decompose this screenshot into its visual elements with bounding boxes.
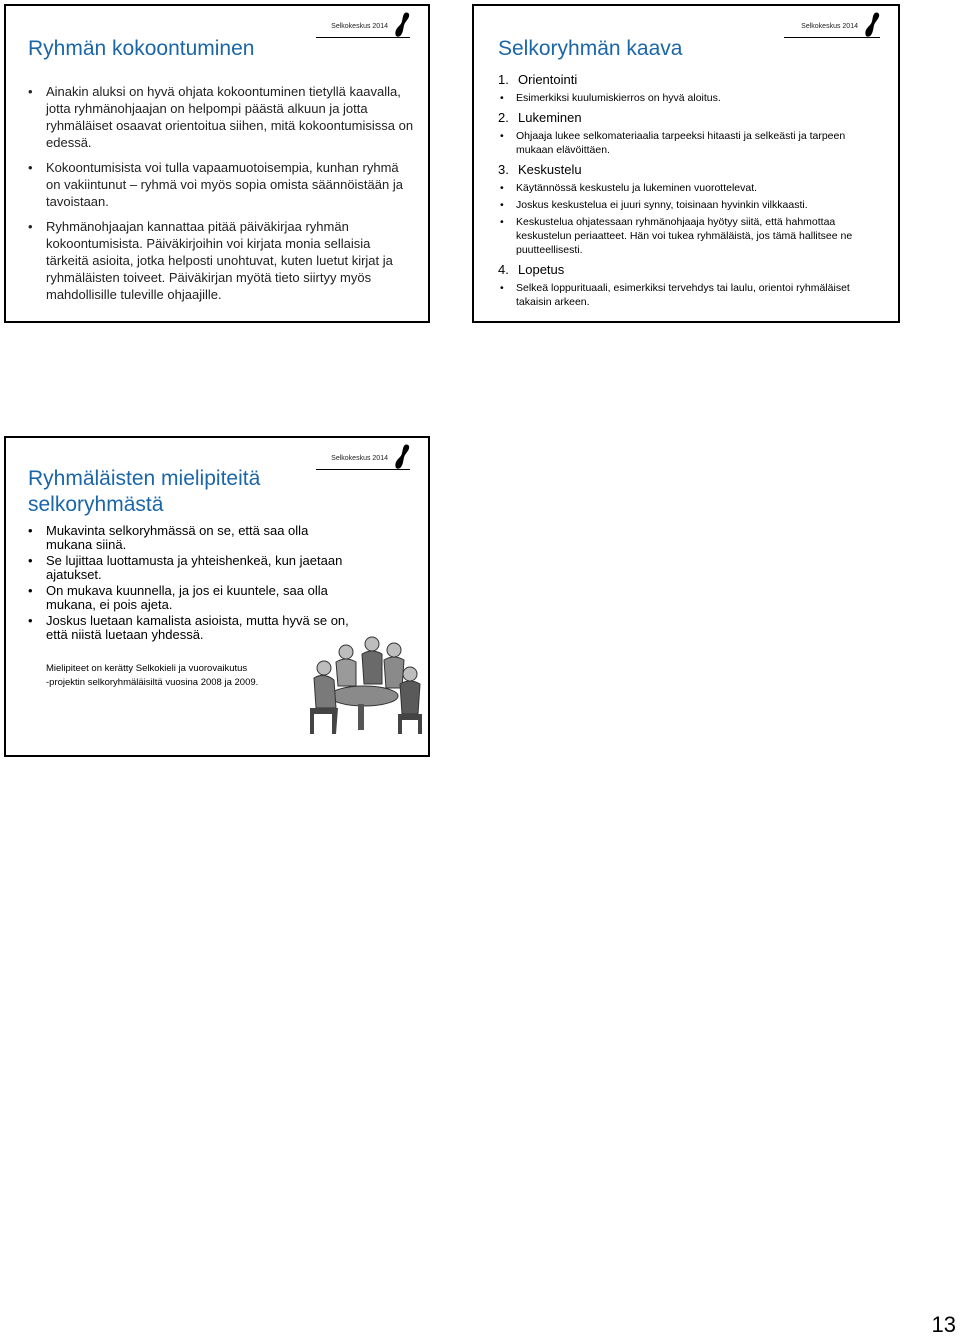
step-items bbox=[498, 181, 882, 257]
step-number: 1. bbox=[498, 72, 509, 87]
brand-label: Selkokeskus 2014 bbox=[331, 22, 388, 30]
header-rule bbox=[316, 37, 410, 38]
bullet-item: • Kokoontumisista voi tulla vapaamuotoisempia, kunhan ryhmä on vakiintunut – ryhmä voi myös sopia omista säännöistään ja tavoistaan. bbox=[28, 159, 414, 210]
bullet-item: • Se lujittaa luottamusta ja yhteishenkeä, kun jaetaan ajatukset. bbox=[28, 554, 358, 582]
bullet-list bbox=[28, 83, 414, 311]
step-label: Lukeminen bbox=[518, 110, 582, 125]
page-number: 13 bbox=[931, 1312, 956, 1337]
brand-header bbox=[801, 11, 880, 37]
step-heading bbox=[498, 72, 882, 88]
step-item: • Joskus keskustelua ei juuri synny, toisinaan hyvinkin vilkkaasti. bbox=[498, 198, 882, 212]
footprint-logo-icon bbox=[862, 11, 880, 37]
step-label: Keskustelu bbox=[518, 162, 582, 177]
step-label: Orientointi bbox=[518, 72, 578, 87]
step-heading bbox=[498, 262, 882, 278]
step-item: • Selkeä loppurituaali, esimerkiksi tervehdys tai laulu, orientoi ryhmäläiset takaisin arkeen. bbox=[498, 281, 882, 309]
slide-title: Ryhmän kokoontuminen bbox=[28, 37, 255, 60]
slide-selkoryhman-kaava bbox=[472, 4, 900, 323]
step-items bbox=[498, 129, 882, 157]
header-rule bbox=[316, 469, 410, 470]
slide-title: Selkoryhmän kaava bbox=[498, 37, 683, 60]
brand-label: Selkokeskus 2014 bbox=[331, 454, 388, 462]
step-heading bbox=[498, 110, 882, 126]
source-note-line: Mielipiteet on kerätty Selkokieli ja vuorovaikutus bbox=[46, 663, 248, 674]
bullet-item: • Mukavinta selkoryhmässä on se, että saa olla mukana siinä. bbox=[28, 524, 358, 552]
source-note-line: -projektin selkoryhmäläisiltä vuosina 2008 ja 2009. bbox=[46, 677, 259, 688]
footprint-logo-icon bbox=[392, 11, 410, 37]
step-item: • Käytännössä keskustelu ja lukeminen vuorottelevat. bbox=[498, 181, 882, 195]
brand-header bbox=[331, 443, 410, 469]
footprint-logo-icon bbox=[392, 443, 410, 469]
step-items bbox=[498, 91, 882, 105]
header-rule bbox=[784, 37, 880, 38]
step-heading bbox=[498, 162, 882, 178]
bullet-item: • Joskus luetaan kamalista asioista, mutta hyvä se on, että niistä luetaan yhdessä. bbox=[28, 614, 358, 642]
bullet-item: • Ainakin aluksi on hyvä ohjata kokoontuminen tietyllä kaavalla, jotta ryhmänohjaajan on helpompi päästä alkuun ja jotta ryhmäläiset osaavat orientoitua siihen, mitä kokoontumisissa on edessä. bbox=[28, 83, 414, 151]
bullet-list bbox=[28, 524, 358, 644]
bullet-item: • Ryhmänohjaajan kannattaa pitää päiväkirjaa ryhmän kokoontumisista. Päiväkirjoihin voi kirjata monia sellaisia tärkeitä asioita, jotka helposti unohtuvat, kuten luetut kirjat ja ryhmäläisten toiveet. Päiväkirjan myötä tieto siirtyy myös mahdollisille tuleville ohjaajille. bbox=[28, 218, 414, 303]
step-item: • Ohjaaja lukee selkomateriaalia tarpeeksi hitaasti ja selkeästi ja tarpeen mukaan elävöittäen. bbox=[498, 129, 882, 157]
group-meeting-illustration bbox=[302, 634, 426, 738]
slide-ryhmalaisten-mielipiteita bbox=[4, 436, 430, 757]
brand-label: Selkokeskus 2014 bbox=[801, 22, 858, 30]
step-label: Lopetus bbox=[518, 262, 565, 277]
step-item: • Keskustelua ohjatessaan ryhmänohjaaja hyötyy siitä, että hahmottaa keskustelun periaatteet. Hän voi tukea ryhmäläistä, jos tämä hallitsee ne puutteellisesti. bbox=[498, 215, 882, 257]
steps-list bbox=[498, 68, 882, 314]
step-items bbox=[498, 281, 882, 309]
step-number: 2. bbox=[498, 110, 509, 125]
step-item: • Esimerkiksi kuulumiskierros on hyvä aloitus. bbox=[498, 91, 882, 105]
step-number: 4. bbox=[498, 262, 509, 277]
bullet-item: • On mukava kuunnella, ja jos ei kuuntele, saa olla mukana, ei pois ajeta. bbox=[28, 584, 358, 612]
brand-header bbox=[331, 11, 410, 37]
slide-title: Ryhmäläisten mielipiteitä selkoryhmästä bbox=[28, 467, 261, 516]
step-number: 3. bbox=[498, 162, 509, 177]
slide-ryhman-kokoontuminen bbox=[4, 4, 430, 323]
source-note bbox=[46, 662, 296, 690]
